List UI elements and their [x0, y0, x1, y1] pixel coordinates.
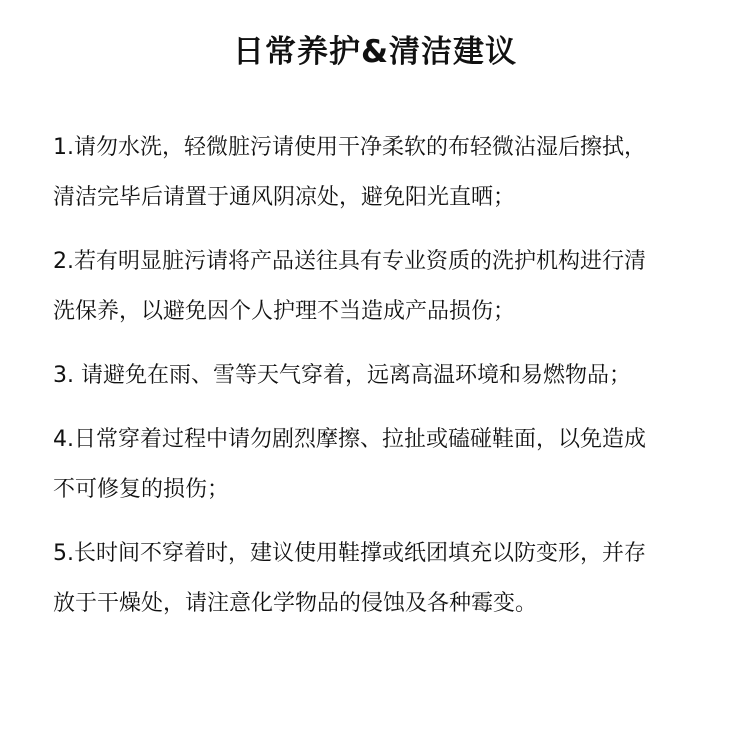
instruction-item-5	[53, 529, 713, 629]
instruction-line: 2.若有明显脏污请将产品送往具有专业资质的洗护机构进行清	[53, 249, 646, 274]
instruction-item-2	[53, 237, 713, 337]
instruction-line: 1.请勿水洗，轻微脏污请使用干净柔软的布轻微沾湿后擦拭，	[53, 135, 646, 160]
instruction-item-3	[53, 351, 713, 401]
instruction-line: 5.长时间不穿着时，建议使用鞋撑或纸团填充以防变形，并存	[53, 541, 646, 566]
instruction-line: 清洁完毕后请置于通风阴凉处，避免阳光直晒；	[53, 185, 516, 210]
instruction-line: 放于干燥处，请注意化学物品的侵蚀及各种霉变。	[53, 591, 538, 616]
instruction-item-1	[53, 123, 713, 223]
care-instructions-list	[53, 123, 713, 643]
instruction-item-4	[53, 415, 713, 515]
instruction-line: 洗保养，以避免因个人护理不当造成产品损伤；	[53, 299, 516, 324]
instruction-line: 4.日常穿着过程中请勿剧烈摩擦、拉扯或磕碰鞋面，以免造成	[53, 427, 646, 452]
instruction-line: 不可修复的损伤；	[53, 477, 230, 502]
page-title: 日常养护&清洁建议	[232, 34, 518, 70]
instruction-line: 3. 请避免在雨、雪等天气穿着，远离高温环境和易燃物品；	[53, 363, 631, 388]
